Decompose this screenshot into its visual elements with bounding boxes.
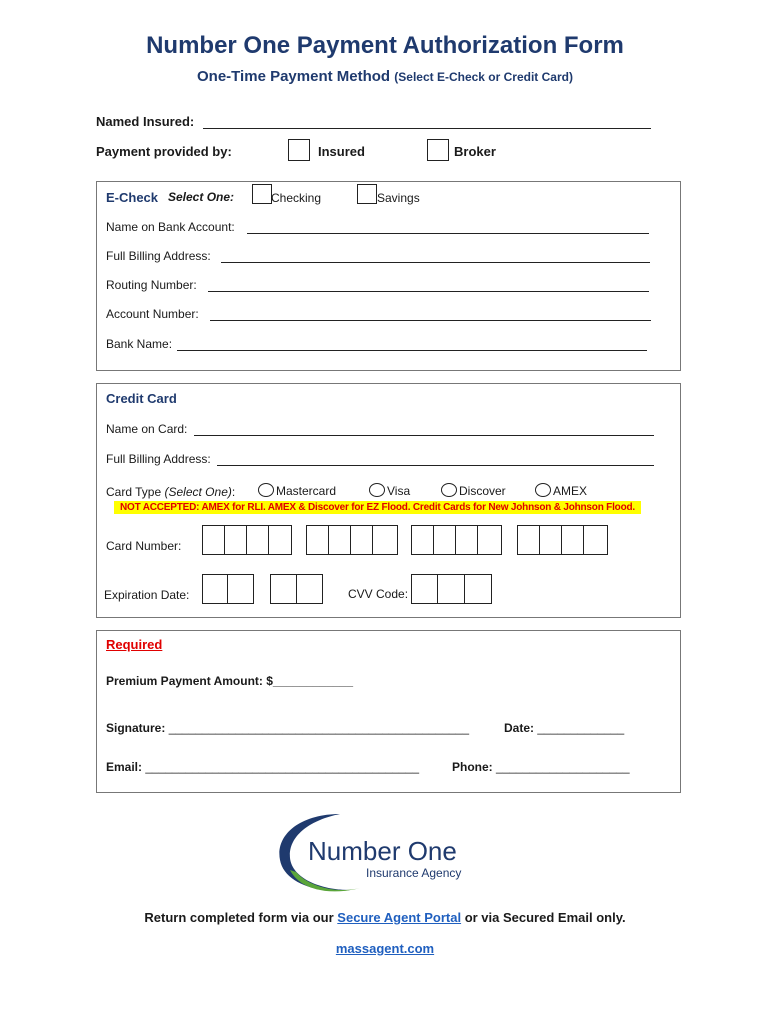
phone-label: Phone:	[452, 760, 493, 774]
broker-checkbox[interactable]	[427, 139, 449, 161]
echeck-billing-address-field[interactable]	[221, 262, 650, 263]
savings-label: Savings	[377, 191, 420, 205]
visa-label: Visa	[387, 484, 411, 498]
cvv-field[interactable]	[411, 574, 492, 604]
premium-amount-row[interactable]	[106, 674, 353, 688]
amex-radio[interactable]	[535, 483, 551, 497]
insured-label: Insured	[318, 144, 365, 159]
subtitle-text: One-Time Payment Method	[197, 68, 391, 85]
footer-site	[0, 941, 770, 956]
named-insured-field[interactable]	[203, 128, 651, 129]
name-on-card-field[interactable]	[194, 435, 654, 436]
card-type-text: Card Type	[106, 485, 162, 499]
bank-account-name-label: Name on Bank Account:	[106, 220, 235, 234]
card-type-note: (Select One)	[164, 485, 232, 499]
echeck-section	[96, 181, 681, 371]
card-number-group-2[interactable]	[306, 525, 398, 555]
echeck-select-one: Select One:	[168, 190, 235, 204]
date-label: Date:	[504, 721, 535, 735]
routing-number-label: Routing Number:	[106, 278, 197, 292]
subtitle-note: (Select E-Check or Credit Card)	[394, 70, 573, 84]
discover-label: Discover	[459, 484, 506, 498]
echeck-title: E-Check	[106, 190, 159, 205]
email-field[interactable]: _________________________________________	[145, 760, 419, 774]
broker-label: Broker	[454, 144, 496, 159]
bank-name-field[interactable]	[177, 350, 647, 351]
savings-checkbox[interactable]	[357, 184, 377, 204]
checking-label: Checking	[271, 191, 322, 205]
signature-row[interactable]	[106, 721, 469, 735]
signature-field[interactable]: _____________________________________________	[168, 721, 470, 735]
expiration-year-field[interactable]	[270, 574, 323, 604]
secure-agent-portal-link[interactable]: Secure Agent Portal	[337, 910, 462, 925]
visa-option[interactable]	[369, 483, 410, 498]
page-title: Number One Payment Authorization Form	[146, 32, 624, 59]
card-number-group-3[interactable]	[411, 525, 502, 555]
footer-instructions	[0, 910, 770, 925]
email-label: Email:	[106, 760, 143, 774]
payment-by-label: Payment provided by:	[96, 144, 232, 159]
echeck-billing-address-label: Full Billing Address:	[106, 249, 211, 263]
name-on-card-label: Name on Card:	[106, 422, 188, 436]
expiration-month-field[interactable]	[202, 574, 254, 604]
amex-label: AMEX	[553, 484, 588, 498]
mastercard-label: Mastercard	[276, 484, 337, 498]
routing-number-field[interactable]	[208, 291, 649, 292]
card-billing-address-label: Full Billing Address:	[106, 452, 211, 466]
logo-tagline: Insurance Agency	[366, 866, 462, 880]
card-number-group-4[interactable]	[517, 525, 608, 555]
visa-radio[interactable]	[369, 483, 385, 497]
premium-amount-label: Premium Payment Amount: $	[106, 674, 273, 688]
card-number-label: Card Number:	[106, 539, 182, 553]
bank-name-label: Bank Name:	[106, 337, 173, 351]
massagent-link[interactable]: massagent.com	[335, 941, 435, 956]
footer-prefix: Return completed form via our	[144, 910, 338, 925]
named-insured-label: Named Insured:	[96, 114, 195, 129]
premium-amount-field[interactable]: ____________	[272, 674, 354, 688]
date-field[interactable]: _____________	[537, 721, 625, 735]
account-number-field[interactable]	[210, 320, 651, 321]
mastercard-option[interactable]	[258, 483, 336, 498]
required-title: Required	[106, 637, 163, 652]
signature-label: Signature:	[106, 721, 166, 735]
discover-radio[interactable]	[441, 483, 457, 497]
card-type-label	[106, 485, 235, 499]
phone-row[interactable]	[452, 760, 630, 774]
account-number-label: Account Number:	[106, 307, 199, 321]
amex-option[interactable]	[535, 483, 587, 498]
logo-name: Number One	[308, 836, 457, 866]
expiration-label: Expiration Date:	[104, 588, 190, 602]
insured-checkbox[interactable]	[288, 139, 310, 161]
cvv-label: CVV Code:	[348, 587, 409, 601]
bank-account-name-field[interactable]	[247, 233, 649, 234]
discover-option[interactable]	[441, 483, 506, 498]
company-logo	[270, 810, 490, 900]
mastercard-radio[interactable]	[258, 483, 274, 497]
checking-checkbox[interactable]	[252, 184, 272, 204]
email-row[interactable]	[106, 760, 419, 774]
not-accepted-warning: NOT ACCEPTED: AMEX for RLI. AMEX & Discover for EZ Flood. Credit Cards for New Johnson & Johnson Flood.	[114, 501, 641, 514]
credit-card-title: Credit Card	[106, 391, 177, 406]
card-number-group-1[interactable]	[202, 525, 292, 555]
card-type-colon: :	[231, 485, 236, 499]
date-row[interactable]	[504, 721, 624, 735]
footer-suffix: or via Secured Email only.	[461, 910, 626, 925]
phone-field[interactable]: ____________________	[496, 760, 630, 774]
page-subtitle	[0, 68, 770, 85]
card-billing-address-field[interactable]	[217, 465, 654, 466]
